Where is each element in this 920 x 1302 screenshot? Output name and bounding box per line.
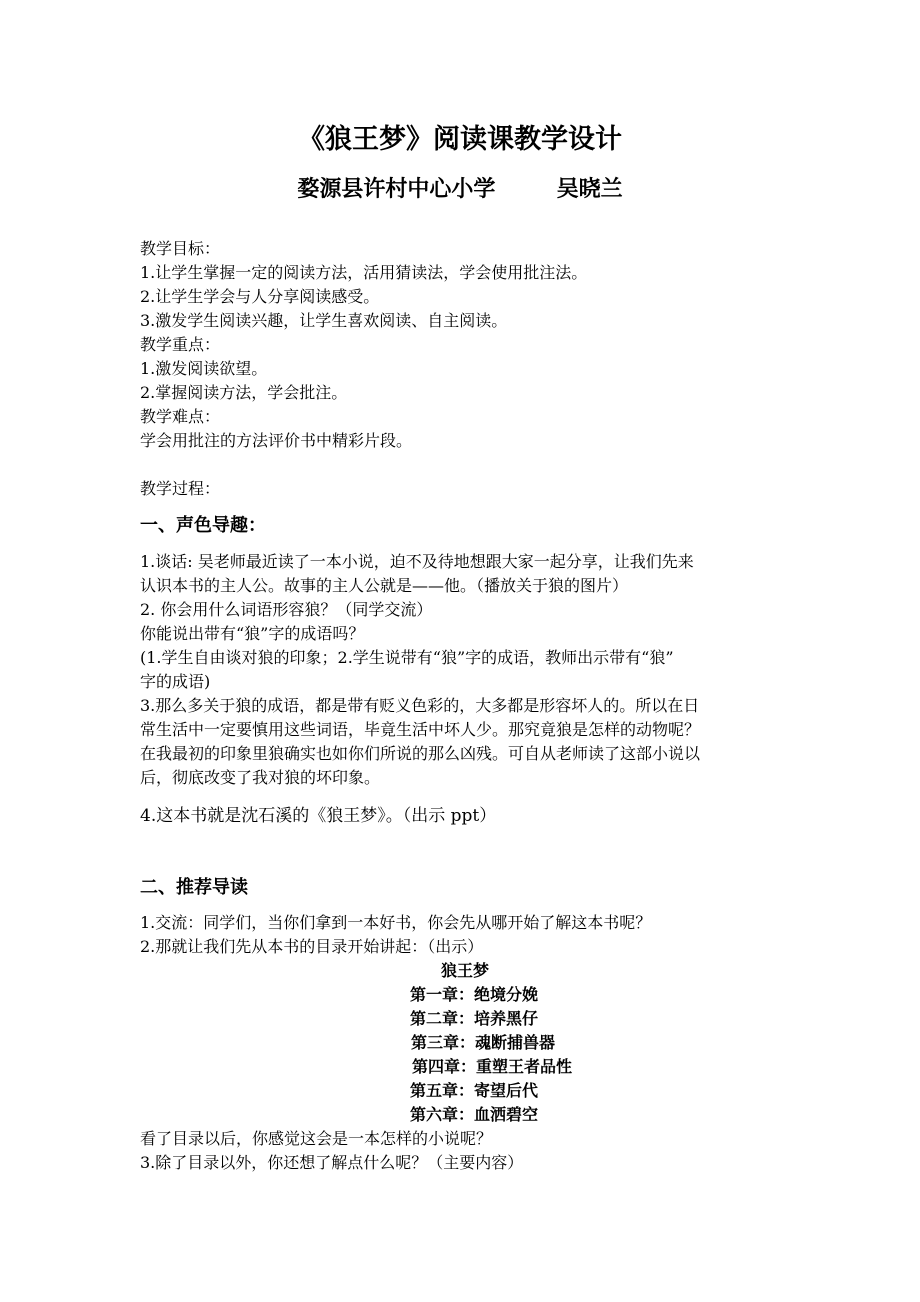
- objective-item: 3.激发学生阅读兴趣，让学生喜欢阅读、自主阅读。: [140, 311, 508, 330]
- objective-item: 2.让学生学会与人分享阅读感受。: [140, 287, 380, 306]
- key-point-item: 2.掌握阅读方法，学会批注。: [140, 383, 348, 402]
- toc-chapter: 第三章：魂断捕兽器: [410, 1033, 555, 1052]
- section1-line: 常生活中一定要慎用这些词语，毕竟生活中坏人少。那究竟狼是怎样的动物呢？: [140, 720, 701, 739]
- document-title: 《狼王梦》阅读课教学设计: [298, 124, 622, 155]
- key-point-item: 1.激发阅读欲望。: [140, 359, 268, 378]
- key-points-heading: 教学重点：: [140, 335, 221, 354]
- section1-line: 1.谈话: 吴老师最近读了一本小说，迫不及待地想跟大家一起分享，让我们先来: [140, 552, 694, 571]
- section2-heading: 二、推荐导读: [140, 877, 248, 898]
- author-line: 婺源县许村中心小学 吴晓兰: [297, 177, 623, 202]
- objectives-heading: 教学目标：: [140, 239, 221, 258]
- toc-chapter: 第二章：培养黑仔: [409, 1009, 538, 1028]
- difficulty-item: 学会用批注的方法评价书中精彩片段。: [140, 431, 413, 450]
- objective-item: 1.让学生掌握一定的阅读方法，活用猜读法，学会使用批注法。: [140, 263, 588, 282]
- toc-chapter: 第六章：血洒碧空: [409, 1105, 538, 1124]
- toc-title: 狼王梦: [440, 961, 489, 980]
- section1-line: 字的成语): [140, 672, 211, 691]
- section2-line: 1.交流：同学们，当你们拿到一本好书，你会先从哪开始了解这本书呢？: [140, 913, 652, 932]
- section2-line: 看了目录以后，你感觉这会是一本怎样的小说呢？: [140, 1129, 493, 1148]
- toc-chapter: 第四章：重塑王者品性: [411, 1057, 572, 1076]
- difficulties-heading: 教学难点：: [140, 407, 221, 426]
- toc-chapter: 第五章：寄望后代: [409, 1081, 538, 1100]
- toc-chapter: 第一章：绝境分娩: [409, 985, 538, 1004]
- process-heading: 教学过程：: [140, 479, 221, 498]
- section1-line: 后，彻底改变了我对狼的坏印象。: [140, 768, 381, 787]
- section1-line: 2. 你会用什么词语形容狼？（同学交流）: [140, 600, 433, 619]
- section2-line: 2.那就让我们先从本书的目录开始讲起：（出示）: [140, 937, 484, 956]
- section1-line: 认识本书的主人公。故事的主人公就是——他。（播放关于狼的图片）: [140, 576, 629, 595]
- section1-line: 在我最初的印象里狼确实也如你们所说的那么凶残。可自从老师读了这部小说以: [140, 744, 701, 763]
- section1-line: (1.学生自由谈对狼的印象；2.学生说带有“狼”字的成语，教师出示带有“狼”: [140, 648, 674, 667]
- section1-last-line: 4.这本书就是沈石溪的《狼王梦》。（出示 ppt）: [140, 806, 497, 826]
- section2-line: 3.除了目录以外，你还想了解点什么呢？（主要内容）: [140, 1153, 524, 1172]
- section1-heading: 一、声色导趣：: [140, 515, 266, 536]
- section1-line: 3.那么多关于狼的成语，都是带有贬义色彩的，大多都是形容坏人的。所以在日: [140, 696, 700, 715]
- section1-line: 你能说出带有“狼”字的成语吗？: [140, 624, 365, 643]
